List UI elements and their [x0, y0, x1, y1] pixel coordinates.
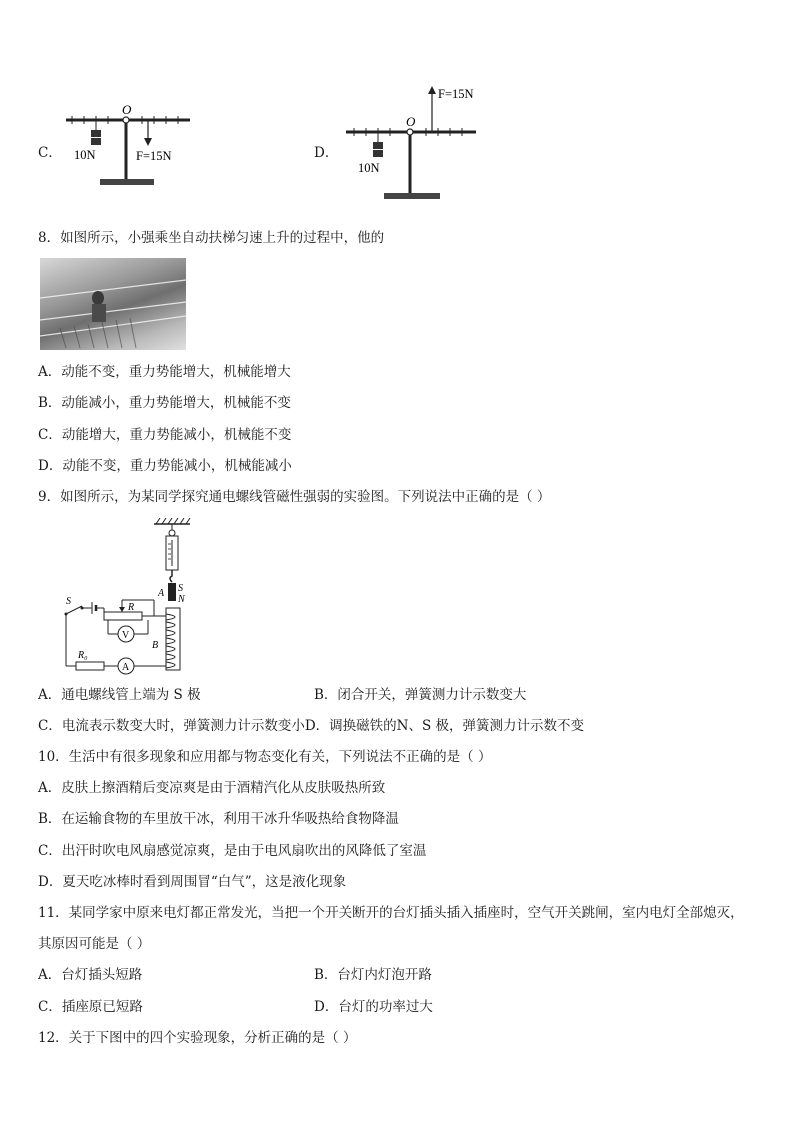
option-c-letter: C．	[38, 145, 62, 161]
point-b-label: B	[152, 640, 159, 651]
magnet-s-label: S	[178, 583, 183, 594]
question-10-option-c[interactable]: C．出汗时吹电风扇感觉凉爽，是由于电风扇吹出的风降低了室温	[38, 843, 427, 859]
question-8-stem: 8．如图所示，小强乘坐自动扶梯匀速上升的过程中，他的	[38, 230, 385, 246]
rheostat-label: R	[128, 602, 135, 613]
option-d-letter: D．	[314, 145, 339, 161]
weight-label: 10N	[358, 161, 380, 175]
pivot-label: O	[122, 104, 132, 117]
question-10-option-b[interactable]: B．在运输食物的车里放干冰，利用干冰升华吸热给食物降温	[38, 811, 399, 827]
question-12-stem: 12．关于下图中的四个实验现象，分析正确的是（ ）	[38, 1030, 357, 1046]
pivot-label: O	[406, 114, 416, 129]
question-11-option-b[interactable]: B．台灯内灯泡开路	[314, 967, 432, 983]
solenoid-circuit-diagram	[56, 518, 206, 678]
question-11-stem-line1: 11．某同学家中原来电灯都正常发光，当把一个开关断开的台灯插头插入插座时，空气开关跳闸，室内电灯全部熄灭，	[38, 905, 744, 921]
question-8-option-b[interactable]: B．动能减小，重力势能增大，机械能不变	[38, 395, 291, 411]
question-8-option-a[interactable]: A．动能不变，重力势能增大，机械能增大	[38, 364, 291, 380]
question-9-option-a[interactable]: A．通电螺线管上端为 S 极	[38, 687, 201, 703]
ammeter-label: A	[122, 662, 130, 673]
voltmeter-label: V	[122, 630, 130, 641]
switch-label: S	[66, 596, 71, 607]
point-a-label: A	[158, 588, 165, 599]
question-10-option-a[interactable]: A．皮肤上擦酒精后变凉爽是由于酒精汽化从皮肤吸热所致	[38, 780, 386, 796]
question-9-option-b[interactable]: B．闭合开关，弹簧测力计示数变大	[314, 687, 527, 703]
question-11-option-c[interactable]: C．插座原已短路	[38, 999, 143, 1015]
magnet-n-label: N	[178, 594, 185, 605]
lever-diagram-d	[340, 82, 490, 206]
escalator-photo	[40, 258, 186, 350]
question-8-option-d[interactable]: D．动能不变，重力势能减小，机械能减小	[38, 458, 292, 474]
question-10-option-d[interactable]: D．夏天吃冰棒时看到周围冒“白气”，这是液化现象	[38, 874, 347, 890]
question-11-option-d[interactable]: D．台灯的功率过大	[314, 999, 433, 1015]
question-11-stem-line2: 其原因可能是（ ）	[38, 936, 151, 952]
force-label: F=15N	[438, 87, 474, 101]
question-9-stem: 9．如图所示，为某同学探究通电螺线管磁性强弱的实验图。下列说法中正确的是（ ）	[38, 489, 551, 505]
question-11-option-a[interactable]: A．台灯插头短路	[38, 967, 143, 983]
question-10-stem: 10．生活中有很多现象和应用都与物态变化有关，下列说法不正确的是（ ）	[38, 749, 492, 765]
question-9-option-cd[interactable]: C．电流表示数变大时，弹簧测力计示数变小D．调换磁铁的N、S 极，弹簧测力计示数不变	[38, 718, 585, 734]
question-8-option-c[interactable]: C．动能增大，重力势能减小，机械能不变	[38, 427, 292, 443]
weight-label: 10N	[74, 148, 96, 162]
force-label: F=15N	[136, 149, 172, 163]
lever-diagram-c	[60, 104, 200, 190]
r0-label: R₀	[78, 650, 88, 661]
